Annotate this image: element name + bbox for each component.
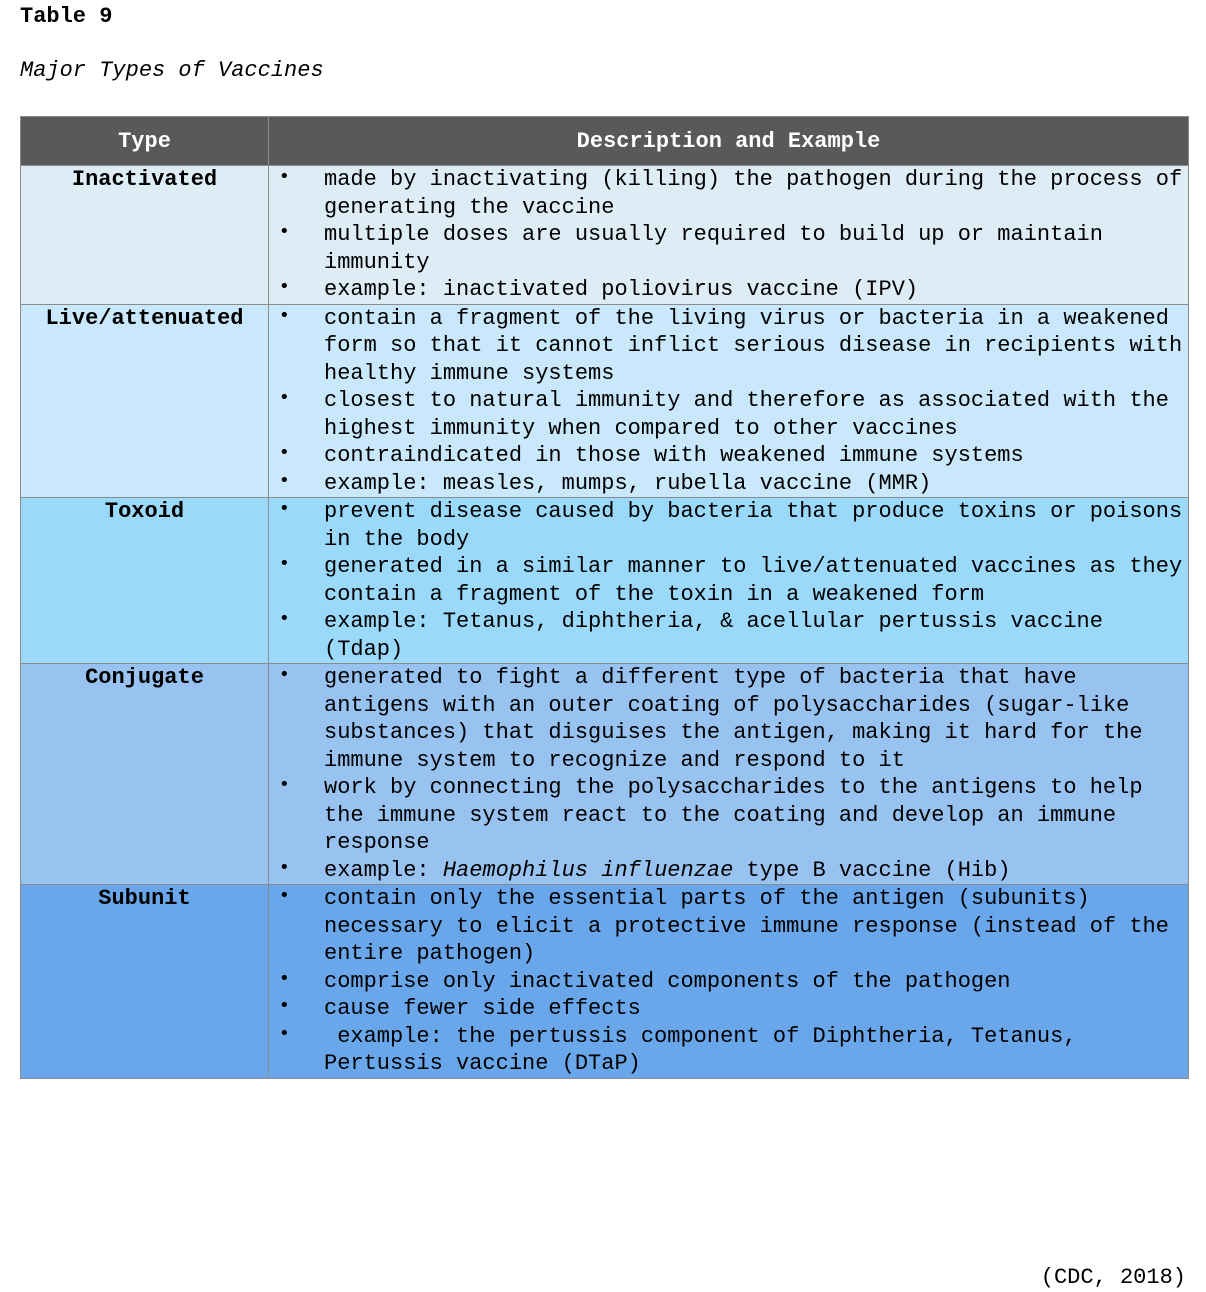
list-item: • comprise only inactivated components of the pathogen <box>269 968 1188 996</box>
description-cell <box>269 664 1189 885</box>
list-item: • cause fewer side effects <box>269 995 1188 1023</box>
bullet-icon: • <box>279 664 290 685</box>
list-item: • example: the pertussis component of Diphtheria, Tetanus, Pertussis vaccine (DTaP) <box>269 1023 1188 1078</box>
bullet-icon: • <box>279 885 290 906</box>
list-item: • contain only the essential parts of the antigen (subunits) necessary to elicit a protective immune response (instead of the entire pathogen) <box>269 885 1188 968</box>
list-item: • example: Haemophilus influenzae type B vaccine (Hib) <box>269 857 1188 885</box>
list-item: • example: measles, mumps, rubella vaccine (MMR) <box>269 470 1188 498</box>
list-item: • example: inactivated poliovirus vaccine (IPV) <box>269 276 1188 304</box>
list-item: • made by inactivating (killing) the pathogen during the process of generating the vaccine <box>269 166 1188 221</box>
bullet-icon: • <box>279 967 290 989</box>
type-cell: Conjugate <box>21 664 269 885</box>
table-row-subunit <box>21 885 1189 1079</box>
bullet-icon: • <box>279 442 290 463</box>
header-row <box>21 117 1189 166</box>
list-item: • example: Tetanus, diphtheria, & acellular pertussis vaccine (Tdap) <box>269 608 1188 663</box>
table-row-live-attenuated <box>21 304 1189 498</box>
bullet-icon: • <box>279 553 290 574</box>
description-cell <box>269 166 1196 305</box>
bullet-icon: • <box>279 276 290 297</box>
bullet-icon: • <box>279 1022 290 1044</box>
list-item: • generated to fight a different type of bacteria that have antigens with an outer coating of polysaccharides (sugar-like substances) that disguises the antigen, making it hard for the immune system to recognize and respond to it <box>269 664 1188 774</box>
description-cell <box>269 885 1189 1079</box>
list-item: • work by connecting the polysaccharides to the antigens to help the immune system react to the coating and develop an immune response <box>269 774 1188 857</box>
type-cell: Toxoid <box>21 498 269 664</box>
species-name: Haemophilus influenzae <box>442 857 734 883</box>
bullet-icon: • <box>279 498 290 519</box>
bullet-icon: • <box>279 387 290 408</box>
list-item: • multiple doses are usually required to build up or maintain immunity <box>269 221 1188 276</box>
bullet-icon: • <box>279 995 290 1016</box>
list-item: • closest to natural immunity and therefore as associated with the highest immunity when compared to other vaccines <box>269 387 1188 442</box>
bullet-icon: • <box>279 304 290 326</box>
type-cell: Inactivated <box>21 166 269 305</box>
source-citation: (CDC, 2018) <box>1040 1265 1186 1290</box>
header-description: Description and Example <box>269 117 1189 166</box>
table-title: Major Types of Vaccines <box>20 58 324 83</box>
bullet-icon: • <box>279 166 290 187</box>
list-item: • contraindicated in those with weakened immune systems <box>269 442 1188 470</box>
table-label: Table 9 <box>20 4 113 29</box>
description-cell <box>269 498 1196 664</box>
bullet-icon: • <box>279 221 290 242</box>
bullet-icon: • <box>279 608 290 629</box>
table-row-inactivated <box>21 166 1189 305</box>
type-cell: Subunit <box>21 885 269 1079</box>
bullet-icon: • <box>279 856 290 878</box>
bullet-icon: • <box>279 774 290 795</box>
vaccine-types-table <box>20 116 1196 1079</box>
table-row-conjugate <box>21 664 1189 885</box>
list-item: • contain a fragment of the living virus or bacteria in a weakened form so that it cannot inflict serious disease in recipients with healthy immune systems <box>269 305 1188 388</box>
bullet-icon: • <box>279 469 290 491</box>
list-item: • generated in a similar manner to live/attenuated vaccines as they contain a fragment of the toxin in a weakened form <box>269 553 1188 608</box>
header-type: Type <box>21 117 269 166</box>
description-cell <box>269 304 1196 498</box>
list-item: • prevent disease caused by bacteria that produce toxins or poisons in the body <box>269 498 1188 553</box>
type-cell: Live/attenuated <box>21 304 269 498</box>
table-row-toxoid <box>21 498 1189 664</box>
